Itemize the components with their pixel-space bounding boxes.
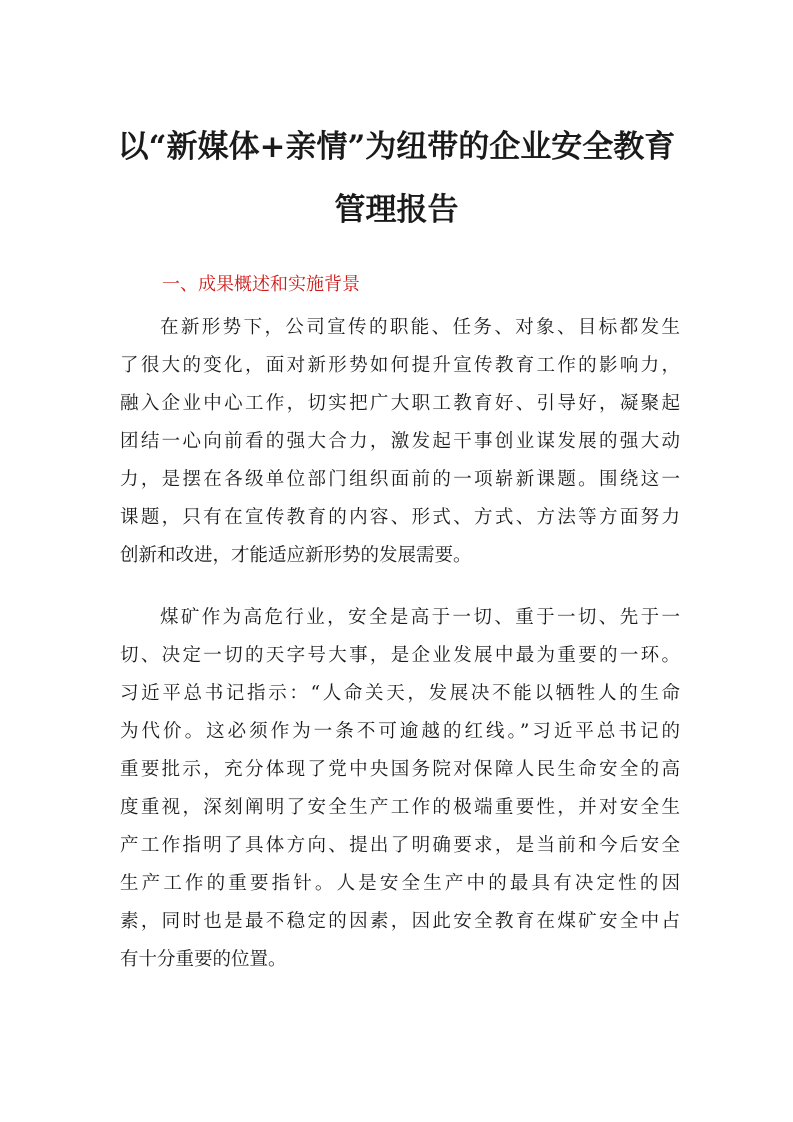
- paragraph-line: 力，是摆在各级单位部门组织面前的一项崭新课题。围绕这一: [120, 469, 680, 490]
- document-title-line-1: 以“新媒体+亲情”为纽带的企业安全教育: [117, 129, 676, 165]
- paragraph-line: 在新形势下，公司宣传的职能、任务、对象、目标都发生: [160, 317, 680, 338]
- paragraph-line: 了很大的变化，面对新形势如何提升宣传教育工作的影响力，: [120, 355, 680, 376]
- paragraph-line: 产工作指明了具体方向、提出了明确要求，是当前和今后安全: [120, 835, 680, 856]
- paragraph-line: 素，同时也是最不稳定的因素，因此安全教育在煤矿安全中占: [120, 911, 680, 932]
- paragraph-line: 团结一心向前看的强大合力，激发起干事创业谋发展的强大动: [120, 431, 680, 452]
- paragraph-line: 课题，只有在宣传教育的内容、形式、方式、方法等方面努力: [120, 507, 680, 528]
- paragraph-line: 切、决定一切的天字号大事，是企业发展中最为重要的一环。: [120, 645, 680, 666]
- paragraph-line: 生产工作的重要指针。人是安全生产中的最具有决定性的因: [120, 873, 680, 894]
- paragraph-line: 重要批示，充分体现了党中央国务院对保障人民生命安全的高: [120, 759, 680, 780]
- paragraph-line: 为代价。这必须作为一条不可逾越的红线。”习近平总书记的: [120, 721, 680, 742]
- section-heading: 一、成果概述和实施背景: [162, 274, 360, 295]
- paragraph-coal-safety: [120, 599, 680, 979]
- paragraph-line: 有十分重要的位置。: [120, 949, 287, 970]
- paragraph-line: 煤矿作为高危行业，安全是高于一切、重于一切、先于一: [160, 607, 680, 628]
- paragraph-line: 融入企业中心工作，切实把广大职工教育好、引导好，凝聚起: [120, 393, 680, 414]
- paragraph-line: 创新和改进，才能适应新形势的发展需要。: [120, 545, 472, 566]
- paragraph-line: 习近平总书记指示：“人命关天，发展决不能以牺牲人的生命: [120, 683, 680, 704]
- document-title-line-2: 管理报告: [334, 192, 459, 228]
- paragraph-line: 度重视，深刻阐明了安全生产工作的极端重要性，并对安全生: [120, 797, 680, 818]
- paragraph-background: [120, 309, 680, 575]
